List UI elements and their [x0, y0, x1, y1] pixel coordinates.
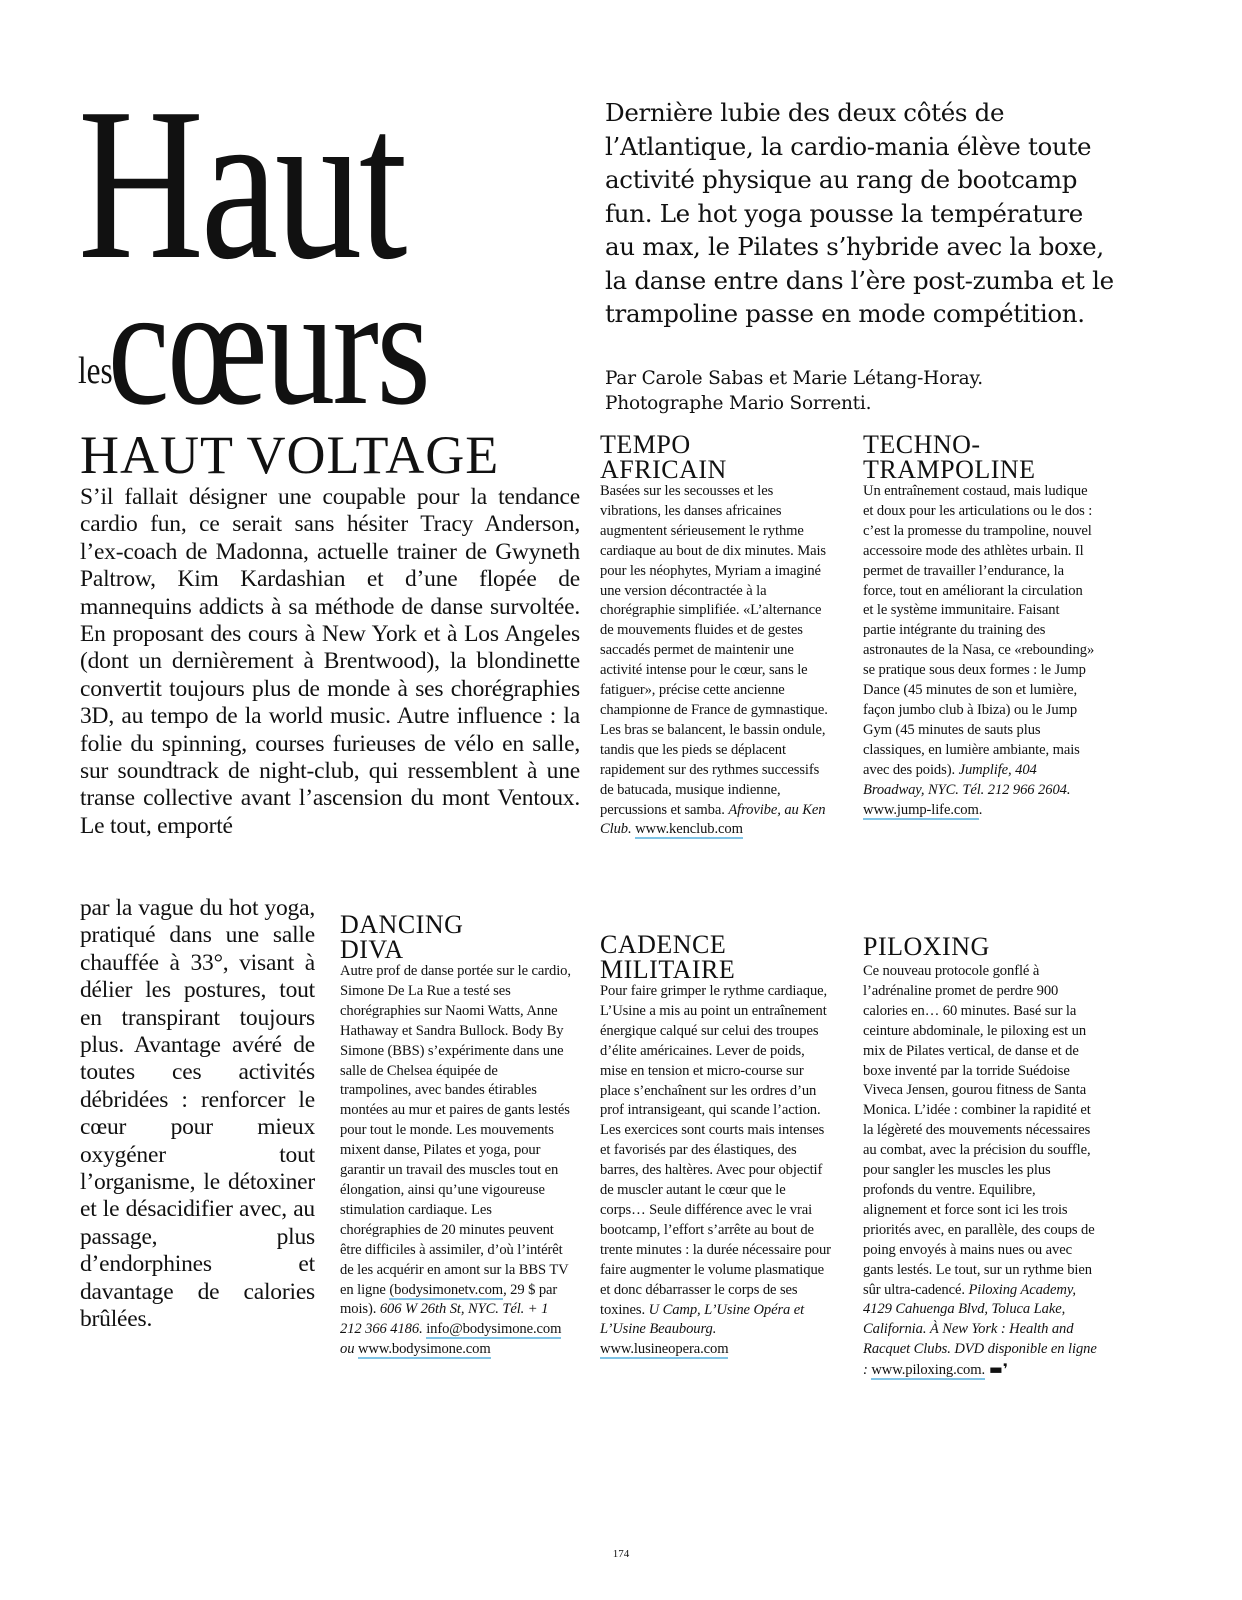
haut-voltage-text-narrow: par la vague du hot yoga, pratiqué dans une salle chauffée à 33°, visant à délier les postures, tout en transpirant toujours plus. Avantage avéré de toutes ces activités débridées : renforcer le cœur pour mieux oxygéner tout l’organisme, le détoxiner et le désacidifier avec, au passage, plus d’endorphines et davantage de calories brûlées. — [80, 895, 315, 1333]
cadence-militaire-column — [600, 982, 832, 1360]
tempo-africain-column — [600, 482, 836, 840]
techno-trampoline-text: Un entraînement costaud, mais ludique et doux pour les articulations ou le dos : c’est la promesse du trampoline, nouvel accessoire mode des athlètes urbain. Il permet de travailler l’endurance, la force, tout en améliorant la circulation et le système immunitaire. Faisant partie intégrante du training des astronautes de la Nasa, ce «rebounding» se pratique sous deux formes : le Jump Dance (45 minutes de son et lumière, façon jumbo club à Ibiza) ou le Jump Gym (45 minutes de sauts plus classiques, en lumière ambiante, mais avec des poids). — [863, 483, 1095, 778]
dancing-diva-column — [340, 962, 572, 1360]
heading-techno-trampoline — [863, 432, 1123, 482]
kenclub-link[interactable]: www.kenclub.com — [635, 821, 743, 838]
heading-tempo-africain — [600, 432, 850, 482]
piloxing-link[interactable]: www.piloxing.com. — [871, 1362, 986, 1379]
byline-authors: Par Carole Sabas et Marie Létang-Horay. — [605, 368, 983, 389]
headline-coeurs — [78, 252, 429, 440]
bodysimonetv-link[interactable]: (bodysimonetv.com — [389, 1281, 504, 1298]
heading-tempo-line2: AFRICAIN — [600, 455, 727, 484]
tempo-africain-text: Basées sur les secousses et les vibrations, les danses africaines augmentent sérieusement le rythme cardiaque au bout de dix minutes. Mais pour les néophytes, Myriam a imaginé une version décontractée à la chorégraphie simplifiée. «L’alternance de mouvements fluides et de gestes saccadés permet de maintenir une activité intense pour le cœur, sans le fatiguer», précise cette ancienne championne de France de gymnastique. Les bras se balancent, le bassin ondule, tandis que les pieds se déplacent rapidement sur des rythmes successifs de batucada, musique indienne, percussions et samba. — [600, 483, 828, 818]
piloxing-text: Ce nouveau protocole gonflé à l’adrénaline promet de perdre 900 calories en… 60 minutes. Basé sur la ceinture abdominale, le piloxing est un mix de Pilates vertical, de danse et de boxe inventé par la torride Suédoise Viveca Jensen, gourou fitness de Santa Monica. L’idée : combiner la rapidité et la légèreté des mouvements nécessaires au combat, avec la précision du souffle, pour sangler les muscles les plus profonds du ventre. Equilibre, alignement et force sont ici les trois priorités avec, en parallèle, des coups de poing envoyés à mains nues ou avec gants lestés. Le tout, sur un rythme bien sûr ultra-cadencé. — [863, 963, 1095, 1298]
techno-trampoline-column: Un entraînement costaud, mais ludique et doux pour les articulations ou le dos : c’est la promesse du trampoline, nouvel accessoire mode des athlètes urbain. Il permet de travailler l’endurance, la force, tout en améliorant la circulation et le système immunitaire. Faisant partie intégrante du training des astronautes de la Nasa, ce «rebounding» se pratique sous deux formes : le Jump Dance (45 minutes de son et lumière, façon jumbo club à Ibiza) ou le Jump Gym (45 minutes de sauts plus classiques, en lumière ambiante, mais avec des poids). Jumplife, 404 Broadway, NYC. Tél. 212 966 2604. www.jump-life.com. — [863, 483, 1095, 818]
lusineopera-link[interactable]: www.lusineopera.com — [600, 1341, 729, 1358]
heading-cadence-militaire — [600, 932, 850, 982]
heading-tempo-line1: TEMPO — [600, 430, 691, 459]
heading-cadence-line2: MILITAIRE — [600, 955, 736, 984]
heading-piloxing: PILOXING — [863, 932, 990, 961]
intro-text: Dernière lubie des deux côtés de l’Atlantique, la cardio-mania élève toute activité physique au rang de bootcamp fun. Le hot yoga pousse la température au max, le Pilates s’hybride avec la boxe, la danse entre dans l’ère post-zumba et le trampoline passe en mode compétition. — [605, 98, 1114, 328]
page-number: 174 — [612, 1548, 630, 1560]
piloxing-info: Piloxing Academy, 4129 Cahuenga Blvd, Toluca Lake, California. À New York : Health and Racquet Clubs. DVD disponible en ligne : — [863, 1281, 1097, 1379]
headline-coeurs-word: cœurs — [107, 252, 429, 440]
jumplife-link[interactable]: www.jump-life.com — [863, 801, 979, 818]
cadence-militaire-text: Pour faire grimper le rythme cardiaque, L’Usine a mis au point un entraînement énergique calqué sur celui des troupes d’élite américaines. Lever de poids, mise en tension et micro-course sur place s’enchaînent sur les ordres d’un prof intransigeant, qui scande l’action. Les exercices sont courts mais intenses et favorisés par des élastiques, des barres, des haltères. Avec pour objectif de muscler autant le cœur que le corps… Seule différence avec le vrai bootcamp, l’effort s’arrête au bout de trente minutes : la durée nécessaire pour faire augmenter le volume plasmatique et donc débarrasser le corps de ses toxines. — [600, 983, 831, 1318]
dancing-diva-price: , 29 $ par mois). — [340, 1281, 558, 1318]
heading-cadence-line1: CADENCE — [600, 930, 727, 959]
byline — [605, 366, 1125, 416]
heading-dancing-line1: DANCING — [340, 910, 464, 939]
dancing-diva-info: 606 W 26th St, NYC. Tél. + 1 212 366 4186. — [340, 1301, 549, 1338]
heading-dancing-diva — [340, 912, 580, 962]
techno-trampoline-info: Jumplife, 404 Broadway, NYC. Tél. 212 966 2604. — [863, 761, 1071, 798]
dancing-diva-text: Autre prof de danse portée sur le cardio, Simone De La Rue a testé ses chorégraphies sur Naomi Watts, Anne Hathaway et Sandra Bullock. Body By Simone (BBS) s’expérimente dans une salle de Chelsea équipée de trampolines, avec bandes étirables montées au mur et paires de gants lestés pour tout le monde. Les mouvements mixent danse, Pilates et yoga, pour garantir un travail des muscles tout en élongation, ainsi qu’une vigoureuse stimulation cardiaque. Les chorégraphies de 20 minutes peuvent être difficiles à assimiler, d’où l’intérêt de les acquérir en amont sur la BBS TV en ligne — [340, 963, 571, 1298]
end-of-article-icon: ▬❜ — [989, 1361, 1008, 1379]
byline-photographer: Photographe Mario Sorrenti. — [605, 393, 872, 414]
bodysimone-email-link[interactable]: info@bodysimone.com — [426, 1321, 562, 1338]
heading-techno-line2: TRAMPOLINE — [863, 455, 1036, 484]
heading-techno-line1: TECHNO- — [863, 430, 981, 459]
cadence-militaire-info: U Camp, L’Usine Opéra et L’Usine Beaubourg. — [600, 1301, 805, 1338]
heading-dancing-line2: DIVA — [340, 935, 404, 964]
tempo-africain-info: Afrovibe, au Ken Club. — [600, 801, 826, 838]
bodysimone-link[interactable]: www.bodysimone.com — [357, 1341, 491, 1358]
haut-voltage-text-wide: S’il fallait désigner une coupable pour la tendance cardio fun, ce serait sans hésiter Tracy Anderson, l’ex-coach de Madonna, actuelle trainer de Gwyneth Paltrow, Kim Kardashian et d’une flopée de mannequins addicts à sa méthode de danse survoltée. En proposant des cours à New York et à Los Angeles (dont un dernièrement à Brentwood), la blondinette convertit toujours plus de monde à ses chorégraphies 3D, au tempo de la world music. Autre influence : la folie du spinning, courses furieuses de vélo en salle, sur soundtrack de night-club, qui ressemblent à une transe collective avant l’ascension du mont Ventoux. Le tout, emporté — [80, 484, 580, 839]
piloxing-column — [863, 962, 1101, 1381]
headline-les: les — [78, 350, 113, 392]
heading-haut-voltage: HAUT VOLTAGE — [80, 425, 500, 485]
headline-haut: Haut — [78, 64, 405, 305]
dancing-diva-or: ou — [340, 1341, 355, 1358]
